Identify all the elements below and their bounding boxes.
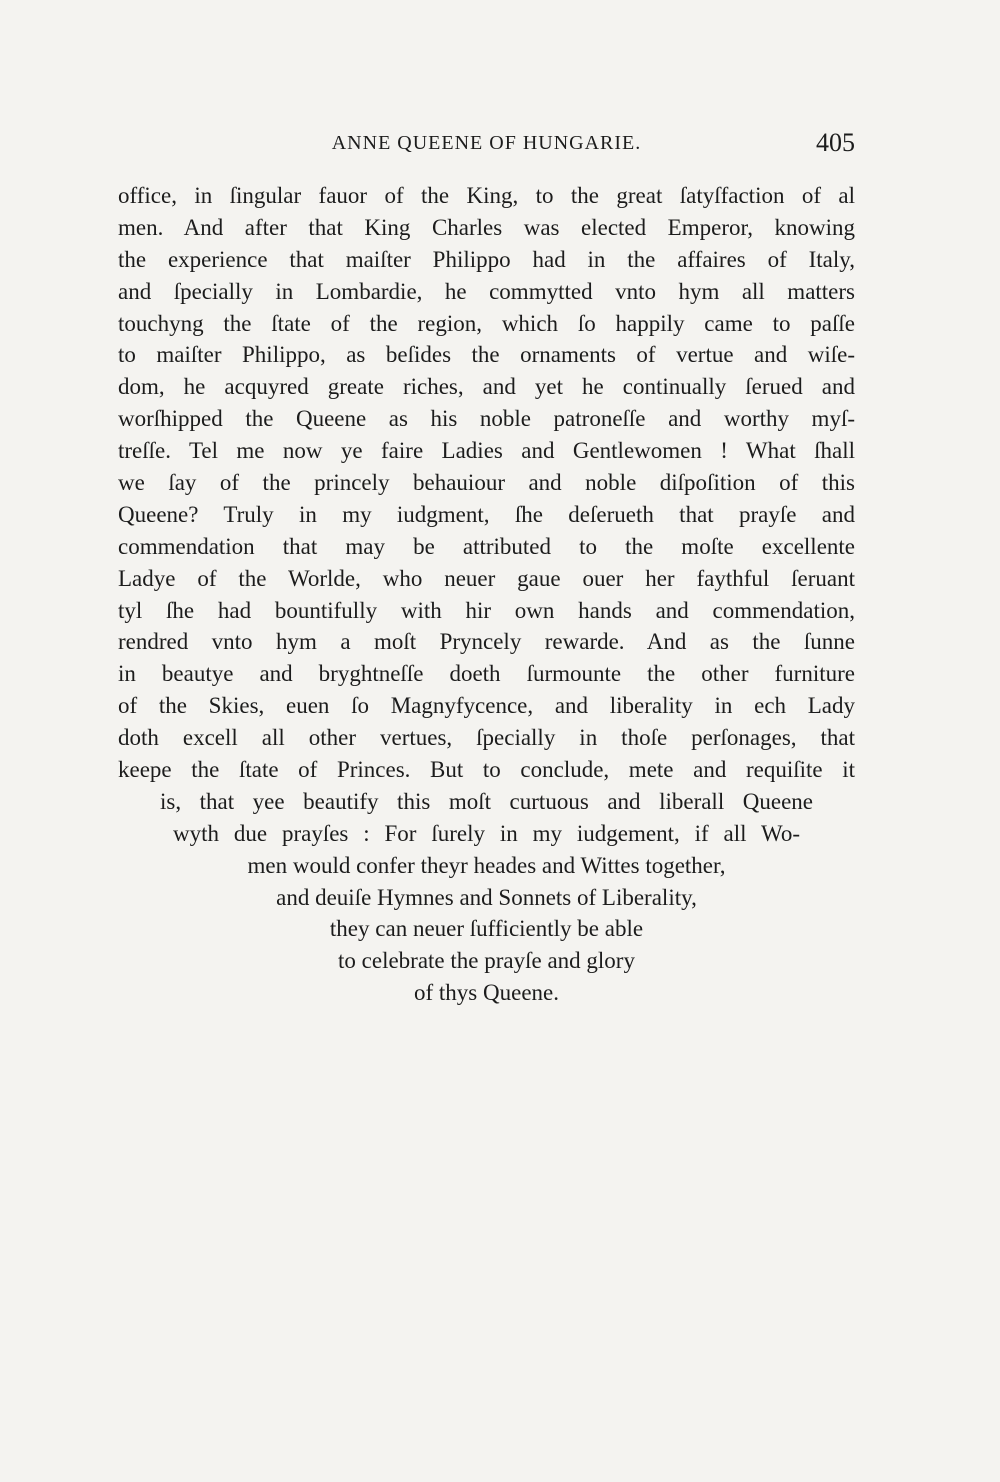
text-line: in beautye and bryghtneſſe doeth ſurmounte the other furniture (118, 661, 855, 687)
text-line: touchyng the ſtate of the region, which ſo happily came to paſſe (118, 310, 855, 336)
tailpiece-line: of thys Queene. (414, 980, 559, 1006)
text-line: we ſay of the princely behauiour and noble diſpoſition of this (118, 470, 855, 496)
text-line: to maiſter Philippo, as beſides the ornaments of vertue and wiſe- (118, 342, 855, 368)
tailpiece-line: they can neuer ſufficiently be able (329, 916, 644, 942)
text-line: dom, he acquyred greate riches, and yet he continually ſerued and (118, 374, 855, 400)
text-line: tyl ſhe had bountifully with hir own hands and commendation, (118, 597, 855, 623)
text-line: and ſpecially in Lombardie, he commytted vnto hym all matters (118, 278, 855, 304)
running-head-title: ANNE QUEENE OF HUNGARIE. (331, 132, 642, 154)
body-text (118, 180, 855, 1009)
text-line: doth excell all other vertues, ſpecially in thoſe perſonages, that (118, 725, 855, 751)
text-line: worſhipped the Queene as his noble patroneſſe and worthy myſ- (118, 406, 855, 432)
tailpiece-line: is, that yee beautify this moſt curtuous and liberall Queene (160, 788, 813, 814)
text-line: office, in ſingular fauor of the King, to the great ſatyſfaction of al (118, 183, 855, 208)
tailpiece-line: to celebrate the prayſe and glory (338, 948, 635, 974)
tailpiece-line: and deuiſe Hymnes and Sonnets of Liberality, (276, 884, 697, 910)
text-line: the experience that maiſter Philippo had in the affaires of Italy, (118, 246, 855, 272)
tailpiece-line: men would confer theyr heades and Wittes together, (247, 852, 726, 878)
text-line: rendred vnto hym a moſt Pryncely rewarde. And as the ſunne (118, 629, 855, 655)
text-line: commendation that may be attributed to the moſte excellente (118, 533, 855, 559)
text-line: Queene? Truly in my iudgment, ſhe deſerueth that prayſe and (118, 501, 855, 527)
page-number: 405 (816, 128, 855, 157)
tailpiece-line: wyth due prayſes : For ſurely in my iudgement, if all Wo- (173, 820, 800, 846)
text-line: men. And after that King Charles was elected Emperor, knowing (118, 214, 855, 240)
text-line: Ladye of the Worlde, who neuer gaue ouer her faythful ſeruant (118, 565, 855, 591)
running-head (118, 128, 855, 162)
text-line: of the Skies, euen ſo Magnyfycence, and liberality in ech Lady (118, 693, 855, 719)
text-line: keepe the ſtate of Princes. But to conclude, mete and requiſite it (118, 757, 855, 783)
text-line: treſſe. Tel me now ye faire Ladies and Gentlewomen ! What ſhall (118, 438, 855, 464)
